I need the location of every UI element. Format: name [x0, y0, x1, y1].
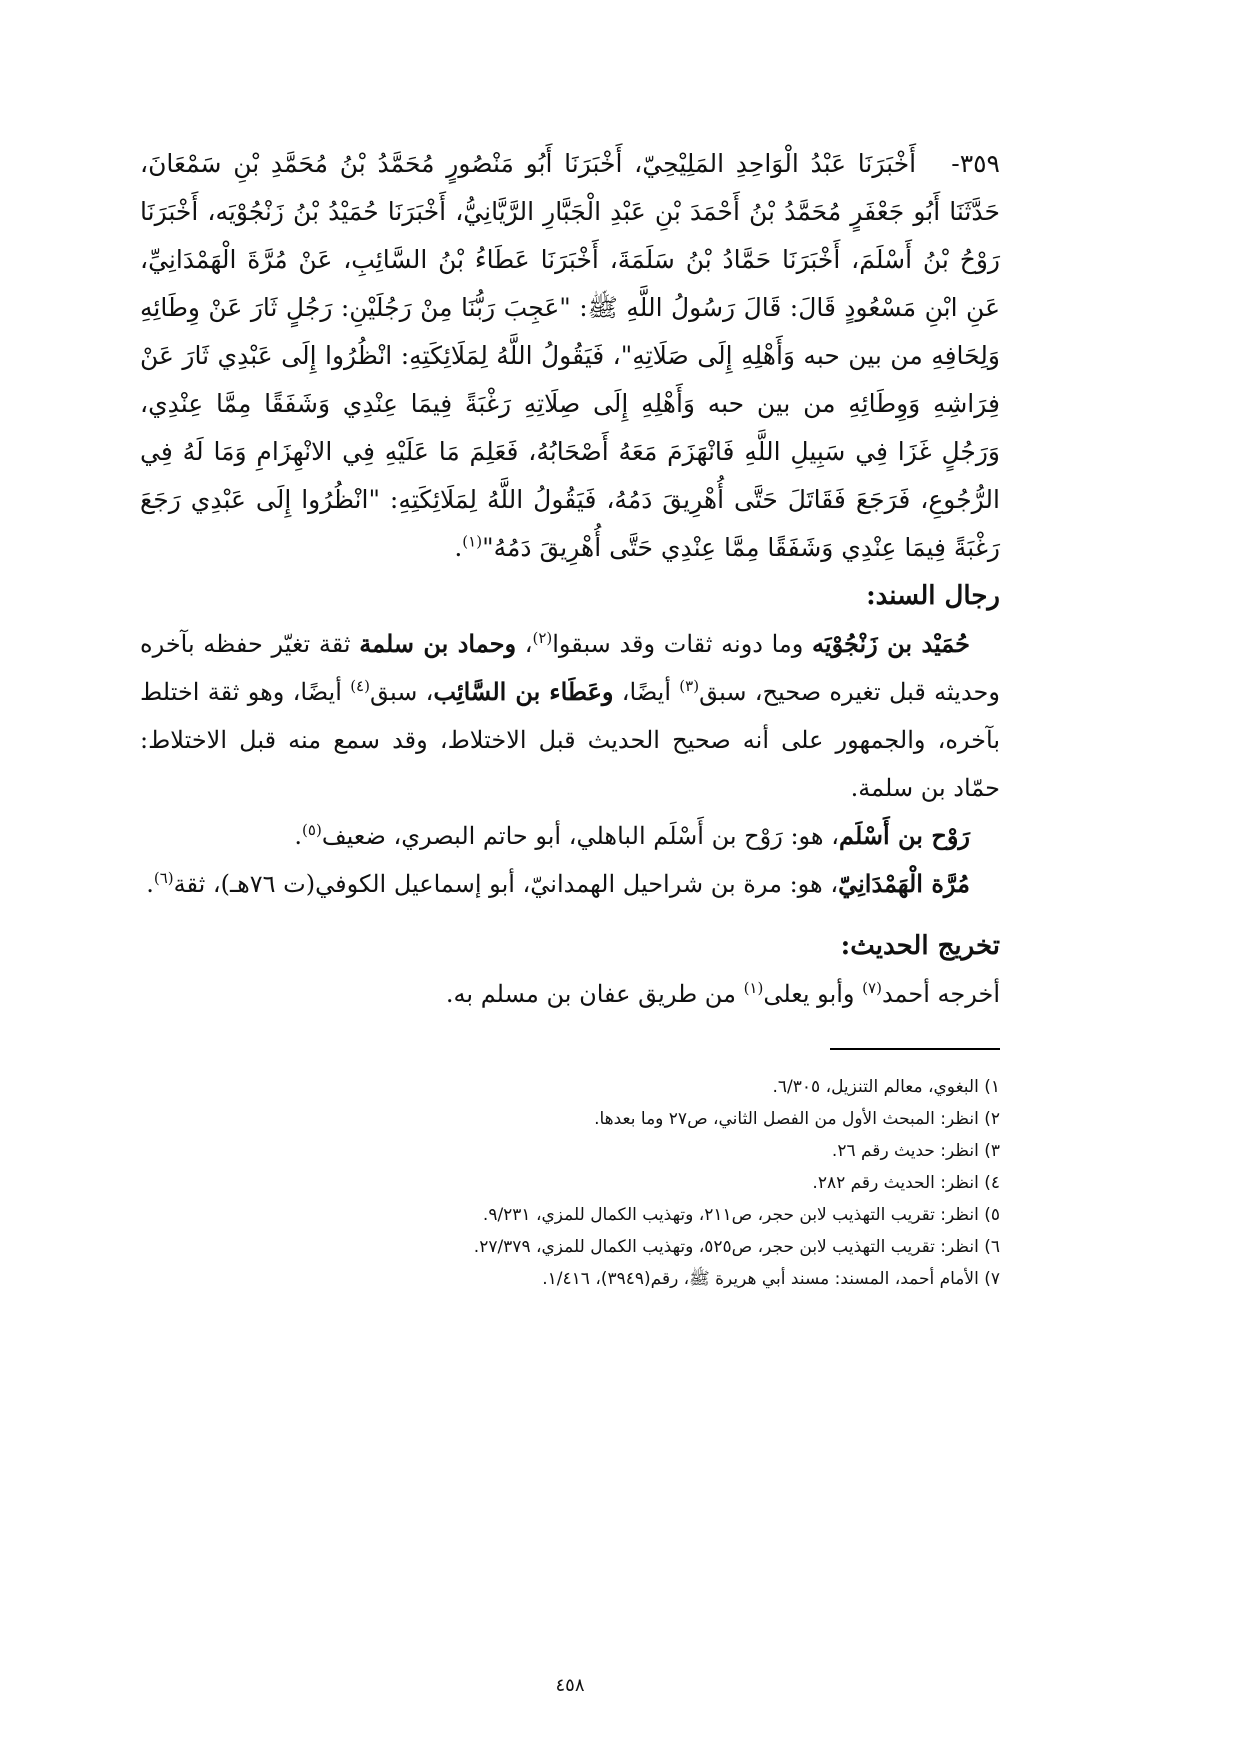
document-page: [140, 140, 1000, 1700]
footnote-ref: (٢): [532, 629, 553, 647]
rijal-paragraph-2: رَوْح بن أَسْلَم، هو: رَوْح بن أَسْلَم الباهلي، أبو حاتم البصري، ضعيف$^{(٥)}$.: [294, 821, 970, 850]
footnote-ref: (٤): [350, 677, 370, 695]
spacer: [140, 908, 1000, 922]
hadith-body: أَخْبَرَنَا عَبْدُ الْوَاحِدِ المَلِيْحِيّ، أَخْبَرَنَا أَبُو مَنْصُورٍ مُحَمَّدُ بْنُ مُحَمَّدِ بْنِ سَمْعَانَ، حَدَّثَنَا أَبُو جَعْفَرٍ مُحَمَّدُ بْنُ أَحْمَدَ بْنِ عَبْدِ الْجَبَّارِ الرَّيَّانِيُّ، أَخْبَرَنَا حُمَيْدُ بْنُ زَنْجُوْيَه، أَخْبَرَنَا رَوْحُ بْنُ أَسْلَمَ، أَخْبَرَنَا حَمَّادُ بْنُ سَلَمَةَ، أَخْبَرَنَا عَطَاءُ بْنُ السَّائِبِ، عَنْ مُرَّةَ الْهَمْدَانِيِّ، عَنِ ابْنِ مَسْعُودٍ قَالَ: قَالَ رَسُولُ اللَّهِ ﷺ: "عَجِبَ رَبُّنَا مِنْ رَجُلَيْنِ: رَجُلٍ ثَارَ عَنْ وِطَائِهِ وَلِحَافِهِ من بين حبه وَأَهْلِهِ إِلَى صَلَاتِهِ"، فَيَقُولُ اللَّهُ لِمَلَائِكَتِهِ: انْظُرُوا إِلَى عَبْدِي ثَارَ عَنْ فِرَاشِهِ وَوِطَائِهِ من بين حبه وَأَهْلِهِ إِلَى صِلَاتِهِ رَغْبَةً فِيمَا عِنْدِي وَشَفَقًا مِمَّا عِنْدِي، وَرَجُلٍ غَزَا فِي سَبِيلِ اللَّهِ فَانْهَزَمَ مَعَهُ أَصْحَابُهُ، فَعَلِمَ مَا عَلَيْهِ فِي الانْهِزَامِ وَمَا لَهُ فِي الرُّجُوعِ، فَرَجَعَ فَقَاتَلَ حَتَّى أُهْرِيقَ دَمُهُ، فَيَقُولُ اللَّهُ لِمَلَائِكَتِهِ: "انْظُرُوا إِلَى عَبْدِي رَجَعَ رَغْبَةً فِيمَا عِنْدِي وَشَفَقًا مِمَّا عِنْدِي حَتَّى أُهْرِيقَ دَمُهُ": [140, 149, 1000, 562]
footnote-item: ٧) الأمام أحمد، المسند: مسند أبي هريرة ﷺ، رقم(٣٩٤٩)، ١/٤١٦.: [542, 1269, 1000, 1289]
narrator-name: مُرَّة الْهَمْدَانِيّ: [838, 869, 970, 898]
page-number: ٤٥٨: [555, 1675, 585, 1696]
takhrij-paragraph: أخرجه أحمد$^{(٧)}$ وأبو يعلى$^{(١)}$ من طريق عفان بن مسلم به.: [445, 979, 1000, 1008]
narrator-name: حُمَيْد بن زَنْجُوْيَه: [812, 629, 971, 658]
footnote-item: ١) البغوي، معالم التنزيل، ٦/٣٠٥.: [772, 1077, 1000, 1097]
rijal-paragraph-1: حُمَيْد بن زَنْجُوْيَه وما دونه ثقات وقد سبقوا$^{(٢)}$، وحماد بن سلمة ثقة تغيّر حفظه بآخره وحديثه قبل تغيره صحيح، سبق$^{(٣)}$ أيضًا، وعَطَاء بن السَّائِب، سبق$^{(٤)}$ أيضًا، وهو ثقة اختلط بآخره، والجمهور على أنه صحيح الحديث قبل الاختلاط، وقد سمع منه قبل الاختلاط: حمّاد بن سلمة.: [140, 629, 1000, 802]
footnote-ref: (٣): [679, 677, 700, 695]
footnote-ref: (١): [743, 979, 764, 997]
footnote-ref: (٧): [862, 979, 882, 997]
footnote-ref: (٦): [153, 869, 174, 887]
footnote-item: ٦) انظر: تقريب التهذيب لابن حجر، ص٥٢٥، وتهذيب الكمال للمزي، ٢٧/٣٧٩.: [473, 1237, 1000, 1257]
hadith-number: ٣٥٩-: [951, 149, 1000, 178]
footnote-ref: (١): [462, 532, 483, 551]
footnote-separator: [830, 1048, 1000, 1050]
footnotes-list: [140, 1072, 1000, 1294]
hadith-text: ٣٥٩- أَخْبَرَنَا عَبْدُ الْوَاحِدِ المَلِيْحِيّ، أَخْبَرَنَا أَبُو مَنْصُورٍ مُحَمَّدُ بْنُ مُحَمَّدِ بْنِ سَمْعَانَ، حَدَّثَنَا أَبُو جَعْفَرٍ مُحَمَّدُ بْنُ أَحْمَدَ بْنِ عَبْدِ الْجَبَّارِ الرَّيَّانِيُّ، أَخْبَرَنَا حُمَيْدُ بْنُ زَنْجُوْيَه، أَخْبَرَنَا رَوْحُ بْنُ أَسْلَمَ، أَخْبَرَنَا حَمَّادُ بْنُ سَلَمَةَ، أَخْبَرَنَا عَطَاءُ بْنُ السَّائِبِ، عَنْ مُرَّةَ الْهَمْدَانِيِّ، عَنِ ابْنِ مَسْعُودٍ قَالَ: قَالَ رَسُولُ اللَّهِ ﷺ: "عَجِبَ رَبُّنَا مِنْ رَجُلَيْنِ: رَجُلٍ ثَارَ عَنْ وِطَائِهِ وَلِحَافِهِ من بين حبه وَأَهْلِهِ إِلَى صَلَاتِهِ"، فَيَقُولُ اللَّهُ لِمَلَائِكَتِهِ: انْظُرُوا إِلَى عَبْدِي ثَارَ عَنْ فِرَاشِهِ وَوِطَائِهِ من بين حبه وَأَهْلِهِ إِلَى صِلَاتِهِ رَغْبَةً فِيمَا عِنْدِي وَشَفَقًا مِمَّا عِنْدِي، وَرَجُلٍ غَزَا فِي سَبِيلِ اللَّهِ فَانْهَزَمَ مَعَهُ أَصْحَابُهُ، فَعَلِمَ مَا عَلَيْهِ فِي الانْهِزَامِ وَمَا لَهُ فِي الرُّجُوعِ، فَرَجَعَ فَقَاتَلَ حَتَّى أُهْرِيقَ دَمُهُ، فَيَقُولُ اللَّهُ لِمَلَائِكَتِهِ: "انْظُرُوا إِلَى عَبْدِي رَجَعَ رَغْبَةً فِيمَا عِنْدِي وَشَفَقًا مِمَّا عِنْدِي حَتَّى أُهْرِيقَ دَمُهُ"$^{(١)}$.: [140, 149, 1000, 562]
footnote-item: ٤) انظر: الحديث رقم ٢٨٢.: [812, 1173, 1000, 1193]
rijal-heading: رجال السند:: [866, 581, 1000, 611]
narrator-name: وعَطَاء بن السَّائِب: [433, 677, 614, 706]
narrator-name: وحماد بن سلمة: [359, 629, 517, 658]
footnote-item: ٣) انظر: حديث رقم ٢٦.: [831, 1141, 1000, 1161]
rijal-paragraph-3: مُرَّة الْهَمْدَانِيّ، هو: مرة بن شراحيل الهمدانيّ، أبو إسماعيل الكوفي(ت ٧٦هـ)، ثقة$^{(٦)}$.: [146, 869, 970, 898]
footnote-item: ٥) انظر: تقريب التهذيب لابن حجر، ص٢١١، وتهذيب الكمال للمزي، ٩/٢٣١.: [482, 1205, 1000, 1225]
narrator-name: رَوْح بن أَسْلَم: [838, 821, 970, 850]
footnote-ref: (٥): [302, 821, 322, 839]
footnote-item: ٢) انظر: المبحث الأول من الفصل الثاني، ص٢٧ وما بعدها.: [594, 1109, 1000, 1129]
takhrij-heading: تخريج الحديث:: [840, 931, 1000, 961]
